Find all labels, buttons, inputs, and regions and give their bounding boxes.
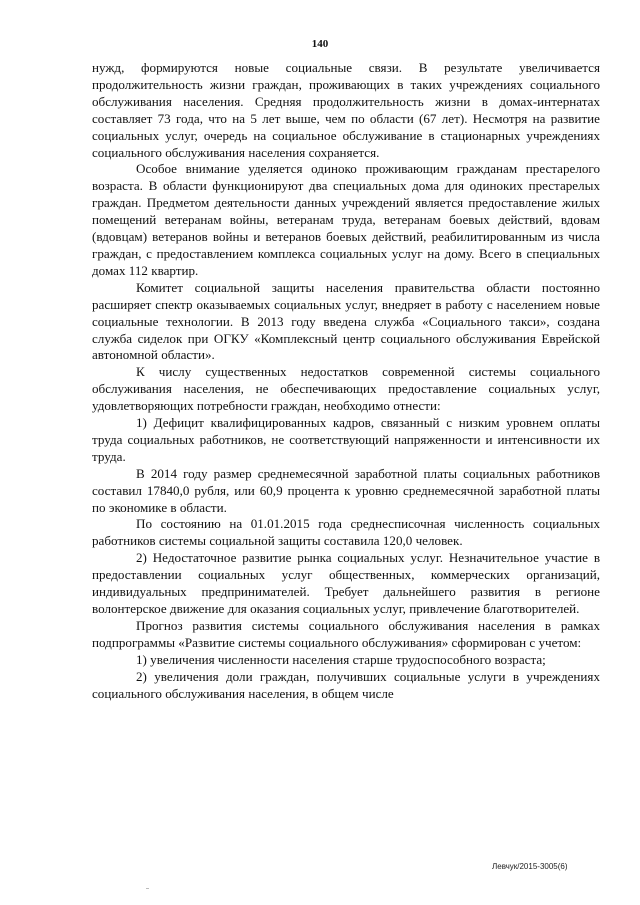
paragraph-6: В 2014 году размер среднемесячной заработной платы социальных работников составил 17840,0 рубля, или 60,9 процента к уровню среднемесячной заработной платы по экономике в области.	[92, 465, 600, 515]
footer-code: Левчук/2015-3005(6)	[492, 862, 568, 871]
paragraph-11: 2) увеличения доли граждан, получивших социальные услуги в учреждениях социального обслуживания населения, в общем числе	[92, 668, 600, 701]
paragraph-7: По состоянию на 01.01.2015 года среднесписочная численность социальных работников системы социальной защиты составила 120,0 человек.	[92, 516, 600, 549]
paragraph-9: Прогноз развития системы социального обслуживания населения в рамках подпрограммы «Развитие системы социального обслуживания» сформирован с учетом:	[92, 617, 600, 650]
page-number: 140	[311, 38, 329, 50]
paragraph-5: 1) Дефицит квалифицированных кадров, связанный с низким уровнем оплаты труда социальных работников, не соответствующий напряженности и интенсивности их труда.	[92, 415, 600, 464]
paragraph-1: нужд, формируются новые социальные связи. В результате увеличивается продолжительность жизни граждан, проживающих в таких учреждениях социального обслуживания населения. Средняя продолжительность жизни в домах-интернатах составляет 73 года, что на 5 лет выше, чем по области (67 лет). Несмотря на развитие социальных услуг, очередь на социальное обслуживание в стационарных учреждениях социального обслуживания населения сохраняется.	[92, 60, 600, 160]
paragraph-2: Особое внимание уделяется одиноко проживающим гражданам престарелого возраста. В области функционируют два специальных дома для одиноких престарелых граждан. Предметом деятельности данных учреждений является предоставление жилых помещений ветеранам войны, ветеранам труда, ветеранам боевых действий, вдовам (вдовцам) ветеранов войны и ветеранов боевых действий, реабилитированным из числа граждан, с предоставлением комплекса социальных услуг на дому. Всего в специальных домах 112 квартир.	[92, 161, 600, 278]
paragraph-4: К числу существенных недостатков современной системы социального обслуживания населения, не обеспечивающих предоставление социальных услуг, удовлетворяющих потребности граждан, необходимо отнести:	[92, 364, 600, 414]
scan-mark	[146, 888, 149, 889]
paragraph-8: 2) Недостаточное развитие рынка социальных услуг. Незначительное участие в предоставлении социальных услуг общественных, коммерческих организаций, индивидуальных предпринимателей. Требует дальнейшего развития в регионе волонтерское движение для оказания социальных услуг, привлечение благотворителей.	[92, 550, 600, 616]
paragraph-3: Комитет социальной защиты населения правительства области постоянно расширяет спектр оказываемых социальных услуг, внедряет в работу с населением новые социальные технологии. В 2013 году введена служба «Социального такси», создана служба сиделок при ОГКУ «Комплексный центр социального обслуживания Еврейской автономной области».	[92, 279, 600, 363]
document-body	[92, 60, 600, 702]
paragraph-10: 1) увеличения численности населения старше трудоспособного возраста;	[136, 651, 546, 667]
